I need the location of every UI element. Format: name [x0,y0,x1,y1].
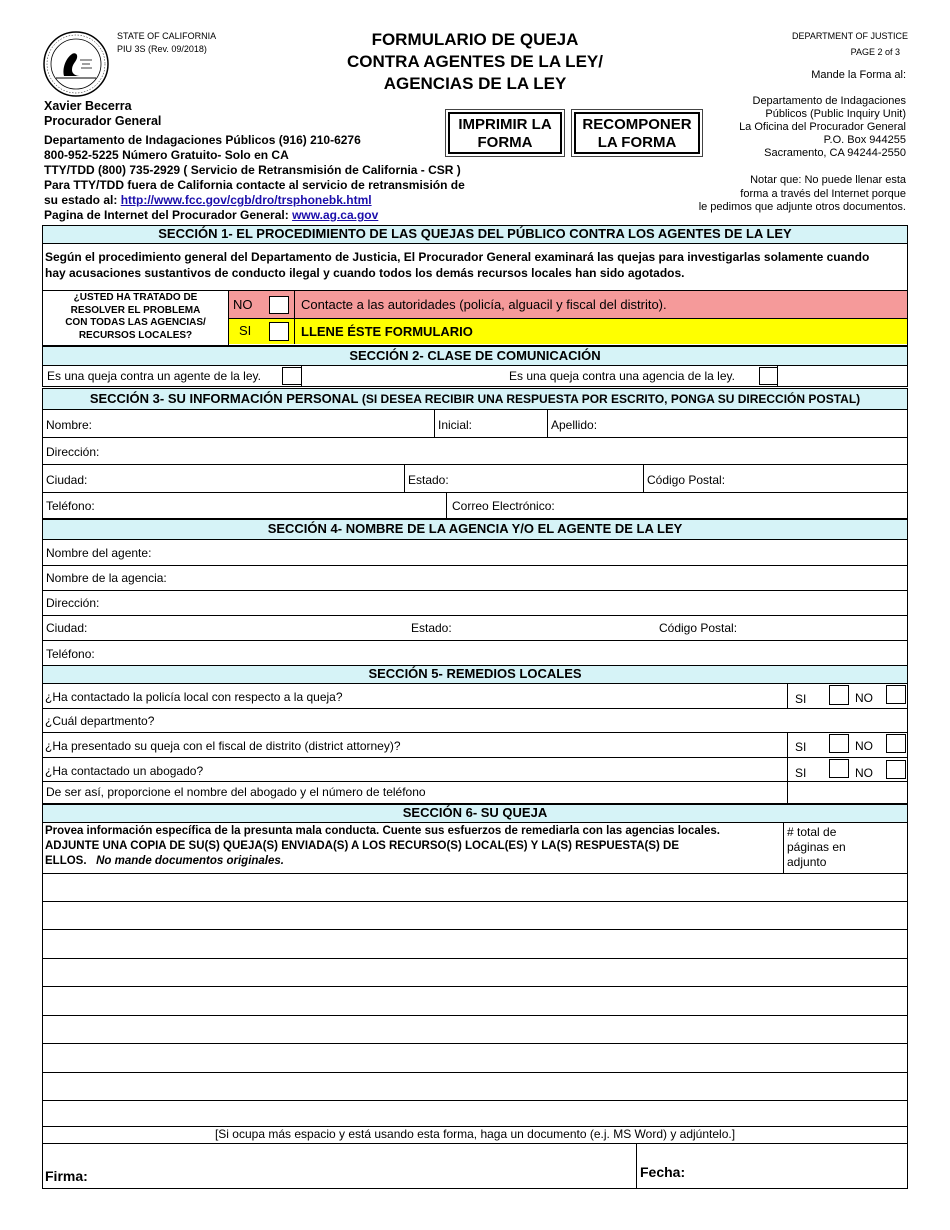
name-row [42,410,908,438]
first-name-label: Nombre: [46,418,93,432]
state-label: STATE OF CALIFORNIA [117,31,217,41]
title-line-2: CONTRA AGENTES DE LA LEY/ [347,52,603,71]
no-instruction-cell [295,291,907,318]
no-originals-note: No mande documentos originales. [96,855,284,867]
last-name-field[interactable] [548,410,907,437]
personal-phone-label: Teléfono: [46,499,95,513]
police-si-checkbox[interactable] [829,685,849,705]
lawyer-no-checkbox[interactable] [886,760,906,779]
contact-line-1: Departamento de Indagaciones Públicos (916) 210-6276 [44,133,361,147]
agency-name-field[interactable] [42,566,908,591]
form-title [300,29,650,95]
last-name-label: Apellido: [551,418,598,432]
personal-address-label: Dirección: [46,445,100,459]
address-line-2: Públicos (Public Inquiry Unit) [765,108,906,120]
personal-zip-label: Código Postal: [647,473,726,487]
section-2-header: SECCIÓN 2- CLASE DE COMUNICACIÓN [42,346,908,366]
which-department-label: ¿Cuál department​o? [45,714,155,728]
first-name-field[interactable] [43,410,435,437]
reset-form-button[interactable] [574,112,700,154]
personal-city-field[interactable] [43,465,405,492]
initial-label: Inicial: [438,418,473,432]
no-label: NO [233,297,253,312]
personal-state-field[interactable] [405,465,644,492]
mail-address [700,69,906,160]
print-form-label-2: FORMA [477,134,533,151]
agency-complaint-label: Es una queja contra una agencia de la ley. [509,369,735,383]
reset-form-label-2: LA FORMA [597,134,677,151]
question-line-1: ¿USTED HA TRATADO DE [73,292,198,303]
attached-pages-line-2: páginas en [787,840,846,854]
mail-to: Mande la Forma al: [811,69,906,81]
police-contact-question: ¿Ha contactado la policía local con respecto a la queja? [45,690,343,704]
ag-name: Xavier Becerra [44,99,132,113]
form-id: PIU 3S (Rev. 09/2018) [117,44,207,54]
police-no-label: NO [855,691,873,705]
agency-city-row [42,616,908,641]
lawyer-contact-question: ¿Ha contactado un abogado? [45,764,204,778]
personal-phone-field[interactable] [43,493,447,518]
agency-name-label: Nombre de la agencia: [46,571,167,585]
no-checkbox[interactable] [269,296,289,314]
no-instruction: Contacte a las autoridades (policía, alguacil y fiscal del distrito). [301,297,667,312]
lawyer-no-label: NO [855,766,873,780]
da-si-label: SI [795,740,807,754]
print-form-button[interactable] [448,112,562,154]
ag-site-link[interactable]: www.ag.ca.gov [292,208,379,222]
email-field[interactable] [447,493,907,518]
email-label: Correo Electrónico: [452,499,555,513]
contact-line-5 [44,193,372,207]
initial-field[interactable] [435,410,548,437]
si-option-cell [229,319,295,344]
title-line-3: AGENCIAS DE LA LEY [383,74,567,93]
agency-phone-label: Teléfono: [46,647,95,661]
fcc-prefix: su estado al: [44,193,121,207]
no-option-cell [229,291,295,318]
section-1-text-line-2: hay acusaciones sustantivos de conducto ilegal y cuando todos los demás recursos locales han sido agotados. [45,266,685,280]
lawyer-contact-row [42,758,908,782]
da-complaint-row [42,733,908,758]
section-3-title: SECCIÓN 3- SU INFORMACIÓN PERSONAL [89,391,359,406]
da-no-label: NO [855,739,873,753]
note-line-1: Notar que: No puede llenar esta [750,174,906,186]
print-form-label-1: IMPRIMIR LA [458,116,552,133]
question-line-2: RESOLVER EL PROBLEMA [70,304,201,316]
personal-city-label: Ciudad: [46,473,88,487]
address-line-3: La Oficina del Procurador General [739,121,906,133]
si-instruction: LLENE ÉSTE FORMULARIO [301,324,473,339]
complaint-instructions-row [42,823,908,874]
section-6-header: SECCIÓN 6- SU QUEJA [42,804,908,823]
note-line-3: le pedimos que adjunte otros documentos. [698,201,906,213]
date-field[interactable] [637,1144,907,1188]
lawyer-info-label: De ser así, proporcione el nombre del abogado y el número de teléfono [46,785,426,799]
ag-site-prefix: Pagina de Internet del Procurador General: [44,208,293,222]
date-label: Fecha: [640,1164,686,1180]
section-1-text-line-1: Según el procedimiento general del Departamento de Justicia, El Procurador General examinará las quejas para investigarlas solamente cuando [45,250,870,264]
note-line-2: forma a través del Internet porque [740,187,906,200]
lawyer-info-field[interactable] [42,782,908,804]
si-label: SI [239,323,252,338]
ag-title: Procurador General [44,114,162,128]
agency-zip-label: Código Postal: [659,621,738,635]
state-seal-icon [42,30,110,98]
si-instruction-cell [295,319,907,344]
phone-row [42,493,908,519]
contact-line-3: TTY/TDD (800) 735-2929 ( Servicio de Retransmisión de California - CSR ) [44,163,461,177]
police-contact-row [42,684,908,709]
agency-phone-field[interactable] [42,641,908,666]
complaint-instructions [43,823,784,873]
local-resources-question [43,291,229,345]
communication-type-row [42,366,908,387]
question-line-3: CON TODAS LAS AGENCIAS/ [65,317,206,328]
signature-label: Firma: [45,1168,88,1184]
instruction-ellos: ELLOS. [45,855,87,867]
address-line-4: P.O. Box 944255 [823,134,906,146]
agency-complaint-checkbox[interactable] [759,367,778,385]
complaint-text-area[interactable] [42,874,908,1144]
lawyer-si-label: SI [795,766,807,780]
section-3-note: (SI DESEA RECIBIR UNA RESPUESTA POR ESCRITO, PONGA SU DIRECCIÓN POSTAL) [361,392,861,406]
contact-line-6 [44,208,378,222]
da-si-checkbox[interactable] [829,734,849,753]
city-row [42,465,908,493]
title-line-1: FORMULARIO DE QUEJA [371,30,579,49]
si-option-row [229,319,907,344]
da-complaint-question: ¿Ha presentado su queja con el fiscal de distrito (district attorney)? [45,739,401,753]
police-si-label: SI [795,692,807,706]
agency-city-label: Ciudad: [46,621,88,635]
section-5-header: SECCIÓN 5- REMEDIOS LOCALES [42,665,908,684]
address-line-1: Departamento de Indagaciones [752,95,906,107]
agency-address-field[interactable] [42,591,908,616]
officer-name-field[interactable] [42,540,908,566]
section-1-header: SECCIÓN 1- EL PROCEDIMIENTO DE LAS QUEJAS DEL PÚBLICO CONTRA LOS AGENTES DE LA LEY [42,225,908,244]
agency-address-label: Dirección: [46,596,100,610]
section-1-text [42,244,908,291]
attached-pages-field[interactable] [784,823,907,873]
page-number: PAGE 2 of 3 [850,47,900,57]
agency-state-label: Estado: [411,621,452,635]
instruction-line-1: Provea información específica de la presunta mala conducta. Cuente sus esfuerzos de remediarla con las agencias locales. [45,825,720,837]
internet-note [680,174,906,215]
officer-complaint-label: Es una queja contra un agente de la ley. [47,369,261,383]
da-no-checkbox[interactable] [886,734,906,753]
signature-field[interactable] [43,1144,637,1188]
lawyer-si-checkbox[interactable] [829,759,849,778]
police-no-checkbox[interactable] [886,685,906,704]
officer-complaint-checkbox[interactable] [282,367,302,385]
personal-address-field[interactable] [42,438,908,465]
more-space-note: [Si ocupa más espacio y está usando esta forma, haga un documento (e.j. MS Word) y adjúntelo.] [214,1127,736,1141]
instruction-line-3 [45,854,781,869]
attached-pages-line-1: # total de [787,825,837,839]
section-4-header: SECCIÓN 4- NOMBRE DE LA AGENCIA Y/O EL AGENTE DE LA LEY [42,519,908,540]
local-resources-question-row [42,291,908,346]
section-3-header [42,388,908,410]
address-line-5: Sacramento, CA 94244-2550 [764,147,906,159]
attached-pages-line-3: adjunto [787,855,827,869]
si-checkbox[interactable] [269,322,289,341]
instruction-line-2: ADJUNTE UNA COPIA DE SU(S) QUEJA(S) ENVIADA(S) A LOS RECURSO(S) LOCAL(ES) Y LA(S) RESPUESTA(S) DE [45,840,680,852]
contact-line-4: Para TTY/TDD fuera de California contacte al servicio de retransmisión de [44,178,465,192]
personal-state-label: Estado: [408,473,449,487]
officer-name-label: Nombre del agente: [46,546,152,560]
department-label: DEPARTMENT OF JUSTICE [791,31,908,41]
which-department-field[interactable] [42,709,908,733]
reset-form-label-1: RECOMPONER [582,116,692,133]
fcc-link[interactable]: http://www.fcc.gov/cgb/dro/trsphonebk.html [120,193,372,207]
personal-zip-field[interactable] [644,465,907,492]
signature-row [42,1144,908,1189]
no-option-row [229,291,907,319]
question-line-4: RECURSOS LOCALES? [78,329,193,341]
contact-line-2: 800-952-5225 Número Gratuito- Solo en CA [44,148,289,162]
